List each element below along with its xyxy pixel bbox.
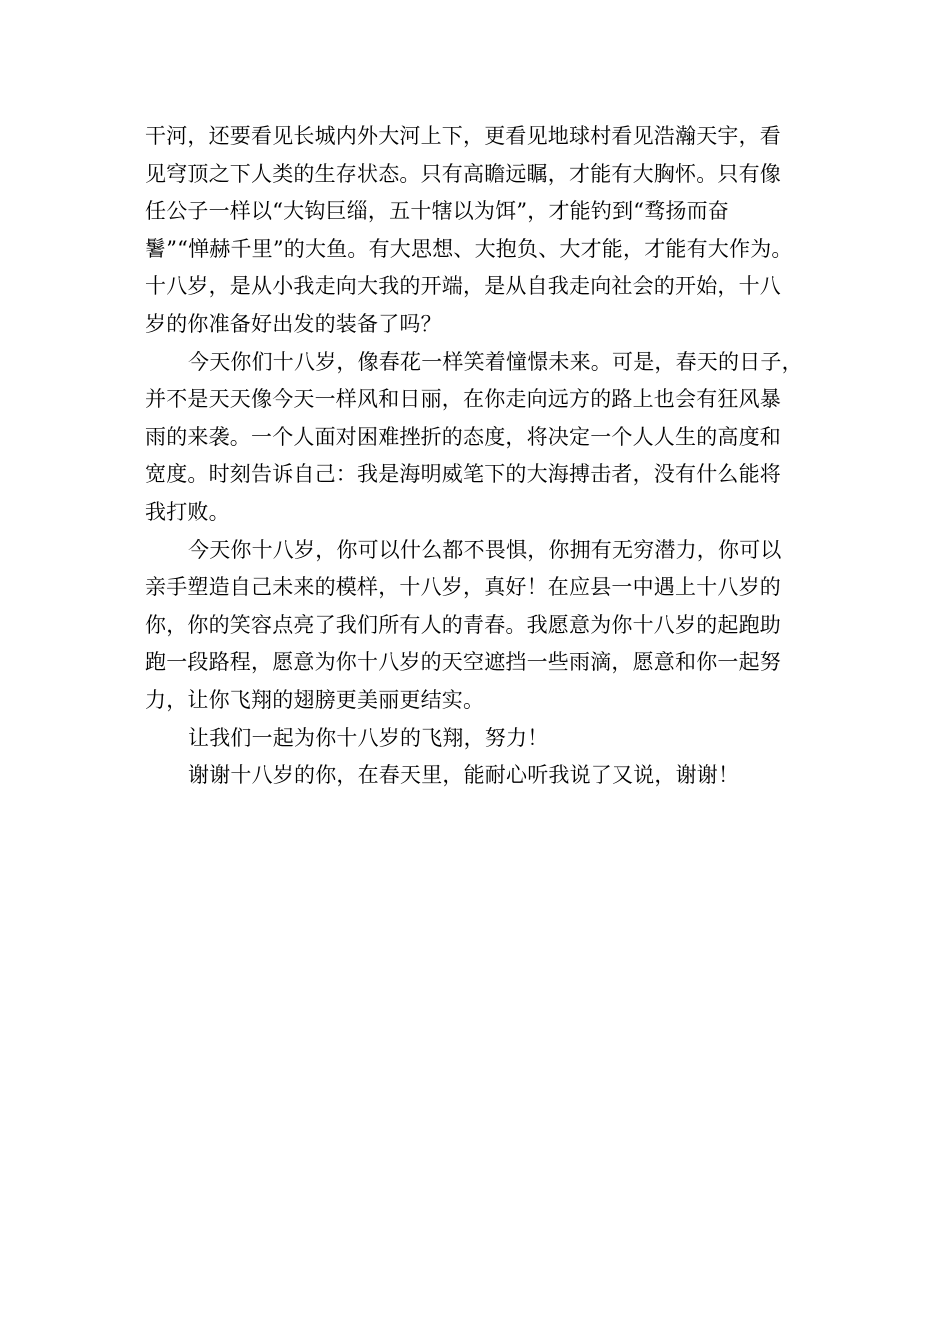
text-line: 十八岁，是从小我走向大我的开端，是从自我走向社会的开始，十八 (145, 274, 781, 299)
text-line: 雨的来袭。一个人面对困难挫折的态度，将决定一个人人生的高度和 (145, 424, 781, 449)
text-line: 跑一段路程，愿意为你十八岁的天空遮挡一些雨滴，愿意和你一起努 (145, 650, 781, 675)
text-line: 宽度。时刻告诉自己：我是海明威笔下的大海搏击者，没有什么能将 (145, 462, 781, 487)
text-line: 干河，还要看见长城内外大河上下，更看见地球村看见浩瀚天宇，看 (145, 124, 781, 148)
document-body (145, 118, 835, 795)
text-line: 岁的你准备好出发的装备了吗？ (145, 311, 442, 336)
text-line: 并不是天天像今天一样风和日丽，在你走向远方的路上也会有狂风暴 (145, 387, 781, 412)
text-line: 见穹顶之下人类的生存状态。只有高瞻远瞩，才能有大胸怀。只有像 (145, 161, 781, 186)
paragraph-start-line: 今天你十八岁，你可以什么都不畏惧，你拥有无穷潜力，你可以 (188, 537, 782, 562)
text-line: 你，你的笑容点亮了我们所有人的青春。我愿意为你十八岁的起跑助 (145, 612, 781, 637)
paragraph-start-line: 让我们一起为你十八岁的飞翔，努力！ (188, 725, 549, 750)
paragraph-start-line: 今天你们十八岁，像春花一样笑着憧憬未来。可是，春天的日子， (188, 349, 803, 374)
text-line: 鬐”“惮赫千里”的大鱼。有大思想、大抱负、大才能，才能有大作为。 (145, 236, 793, 261)
text-line: 亲手塑造自己未来的模样，十八岁，真好！在应县一中遇上十八岁的 (145, 575, 781, 600)
text-line: 力，让你飞翔的翅膀更美丽更结实。 (145, 687, 485, 712)
text-line: 我打败。 (145, 499, 230, 524)
text-line: 任公子一样以“大钩巨缁，五十犗以为饵”，才能钓到“骛扬而奋 (145, 199, 730, 224)
paragraph-start-line: 谢谢十八岁的你，在春天里，能耐心听我说了又说，谢谢！ (188, 763, 740, 788)
